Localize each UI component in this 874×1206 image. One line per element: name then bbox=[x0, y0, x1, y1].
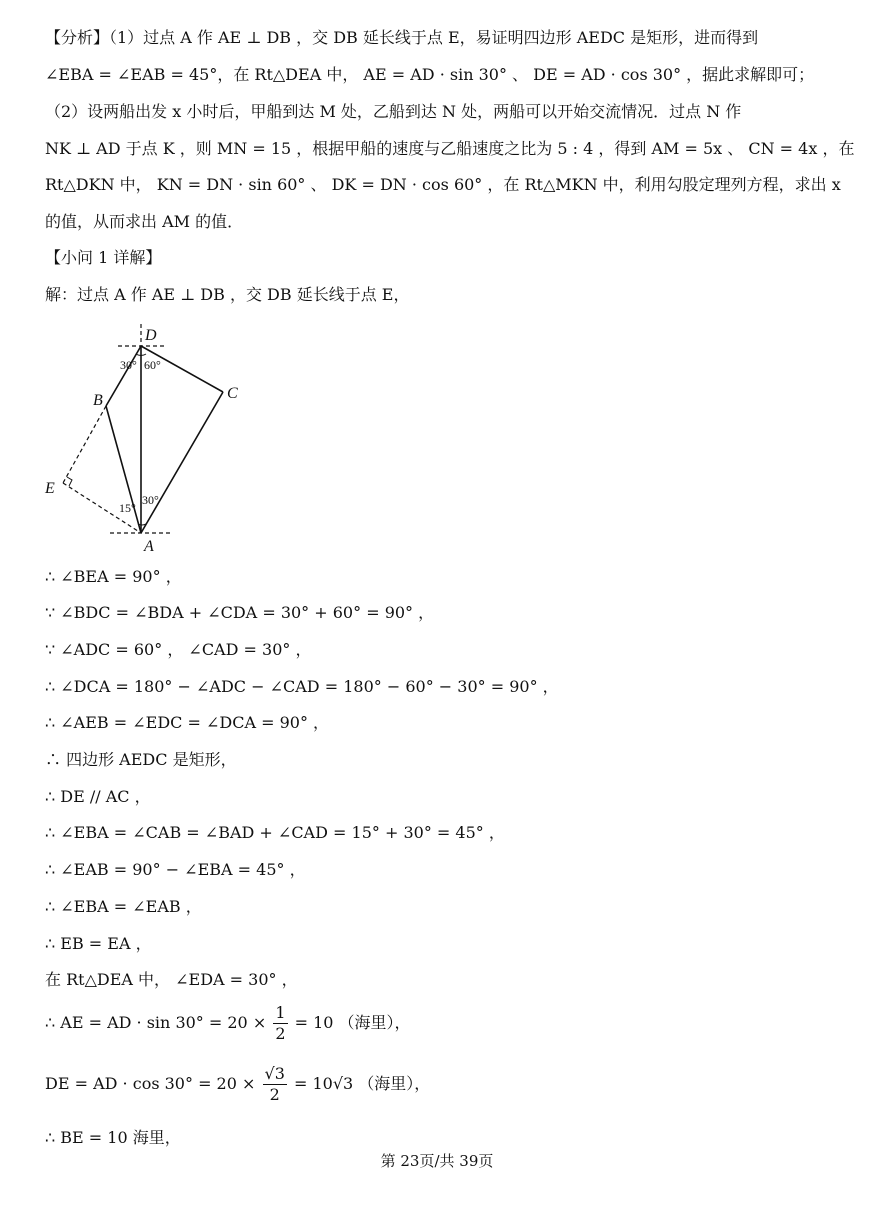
analysis-line-5: Rt△DKN 中， KN = DN · sin 60° 、 DK = DN · cos 60° ，在 Rt△MKN 中，利用勾股定理列方程，求出 x bbox=[45, 175, 841, 194]
angle-d-left: 30° bbox=[120, 358, 137, 372]
page-footer: 第 23页/共 39页 bbox=[380, 1152, 494, 1170]
angle-a-left: 15° bbox=[119, 501, 136, 515]
step-12: 在 Rt△DEA 中， ∠EDA = 30° ， bbox=[45, 970, 298, 989]
step-3: ∵ ∠ADC = 60° ， ∠CAD = 30° ， bbox=[45, 640, 312, 659]
analysis-line-3: （2）设两船出发 x 小时后，甲船到达 M 处，乙船到达 N 处，两船可以开始交流情况．过点 N 作 bbox=[45, 102, 742, 121]
de-fraction bbox=[263, 1064, 287, 1105]
analysis-line-1: 【分析】（1）过点 A 作 AE ⊥ DB ，交 DB 延长线于点 E，易证明四边形 AEDC 是矩形，进而得到 bbox=[45, 28, 759, 47]
de-calc-rhs: = 10√3 （海里）， bbox=[293, 1074, 431, 1093]
de-fraction-numerator: √3 bbox=[264, 1064, 285, 1083]
analysis-line-6: 的值，从而求出 AM 的值． bbox=[45, 212, 244, 231]
step-1: ∴ ∠BEA = 90° ， bbox=[45, 567, 182, 586]
step-7: ∴ DE // AC ， bbox=[45, 787, 151, 806]
de-calc-lhs: DE = AD · cos 30° = 20 × bbox=[45, 1074, 256, 1093]
step-2: ∵ ∠BDC = ∠BDA + ∠CDA = 30° + 60° = 90° ， bbox=[45, 603, 435, 622]
step-9: ∴ ∠EAB = 90° − ∠EBA = 45° ， bbox=[45, 860, 306, 879]
de-calculation bbox=[45, 1062, 430, 1106]
step-11: ∴ EB = EA ， bbox=[45, 934, 152, 953]
label-e: E bbox=[45, 480, 55, 497]
step-6: ∴ 四边形 AEDC 是矩形， bbox=[45, 750, 237, 769]
ae-calc-rhs: = 10 （海里）， bbox=[294, 1013, 411, 1032]
step-4: ∴ ∠DCA = 180° − ∠ADC − ∠CAD = 180° − 60° − 30° = 90° ， bbox=[45, 677, 559, 696]
segment-db bbox=[106, 346, 141, 406]
label-c: C bbox=[227, 385, 238, 402]
angle-arc-a bbox=[138, 524, 146, 525]
right-angle-marker bbox=[67, 477, 72, 486]
de-fraction-denominator: 2 bbox=[269, 1085, 280, 1104]
section-heading: 【小问 1 详解】 bbox=[45, 248, 162, 267]
segment-be-dashed bbox=[63, 406, 106, 483]
segment-ca bbox=[141, 392, 223, 533]
geometry-figure bbox=[40, 320, 250, 556]
label-a: A bbox=[144, 538, 154, 555]
ae-fraction-denominator: 2 bbox=[275, 1024, 286, 1043]
angle-d-right: 60° bbox=[144, 358, 161, 372]
step-5: ∴ ∠AEB = ∠EDC = ∠DCA = 90° ， bbox=[45, 713, 330, 732]
label-d: D bbox=[145, 327, 157, 344]
analysis-line-4: NK ⊥ AD 于点 K ，则 MN = 15 ，根据甲船的速度与乙船速度之比为 5 : 4 ，得到 AM = 5x 、 CN = 4x ，在 bbox=[45, 139, 855, 158]
ae-calculation bbox=[45, 1002, 411, 1044]
ae-fraction-numerator: 1 bbox=[275, 1003, 286, 1022]
step-10: ∴ ∠EBA = ∠EAB ， bbox=[45, 897, 202, 916]
angle-a-right: 30° bbox=[142, 493, 159, 507]
ae-fraction bbox=[273, 1003, 287, 1044]
step-last: ∴ BE = 10 海里， bbox=[45, 1128, 181, 1147]
solution-intro: 解：过点 A 作 AE ⊥ DB ，交 DB 延长线于点 E， bbox=[45, 285, 410, 304]
ae-calc-lhs: ∴ AE = AD · sin 30° = 20 × bbox=[45, 1013, 267, 1032]
label-b: B bbox=[93, 392, 103, 409]
analysis-line-2: ∠EBA = ∠EAB = 45°，在 Rt△DEA 中， AE = AD · sin 30° 、 DE = AD · cos 30° ，据此求解即可； bbox=[45, 65, 815, 84]
step-8: ∴ ∠EBA = ∠CAB = ∠BAD + ∠CAD = 15° + 30° = 45° ， bbox=[45, 823, 505, 842]
